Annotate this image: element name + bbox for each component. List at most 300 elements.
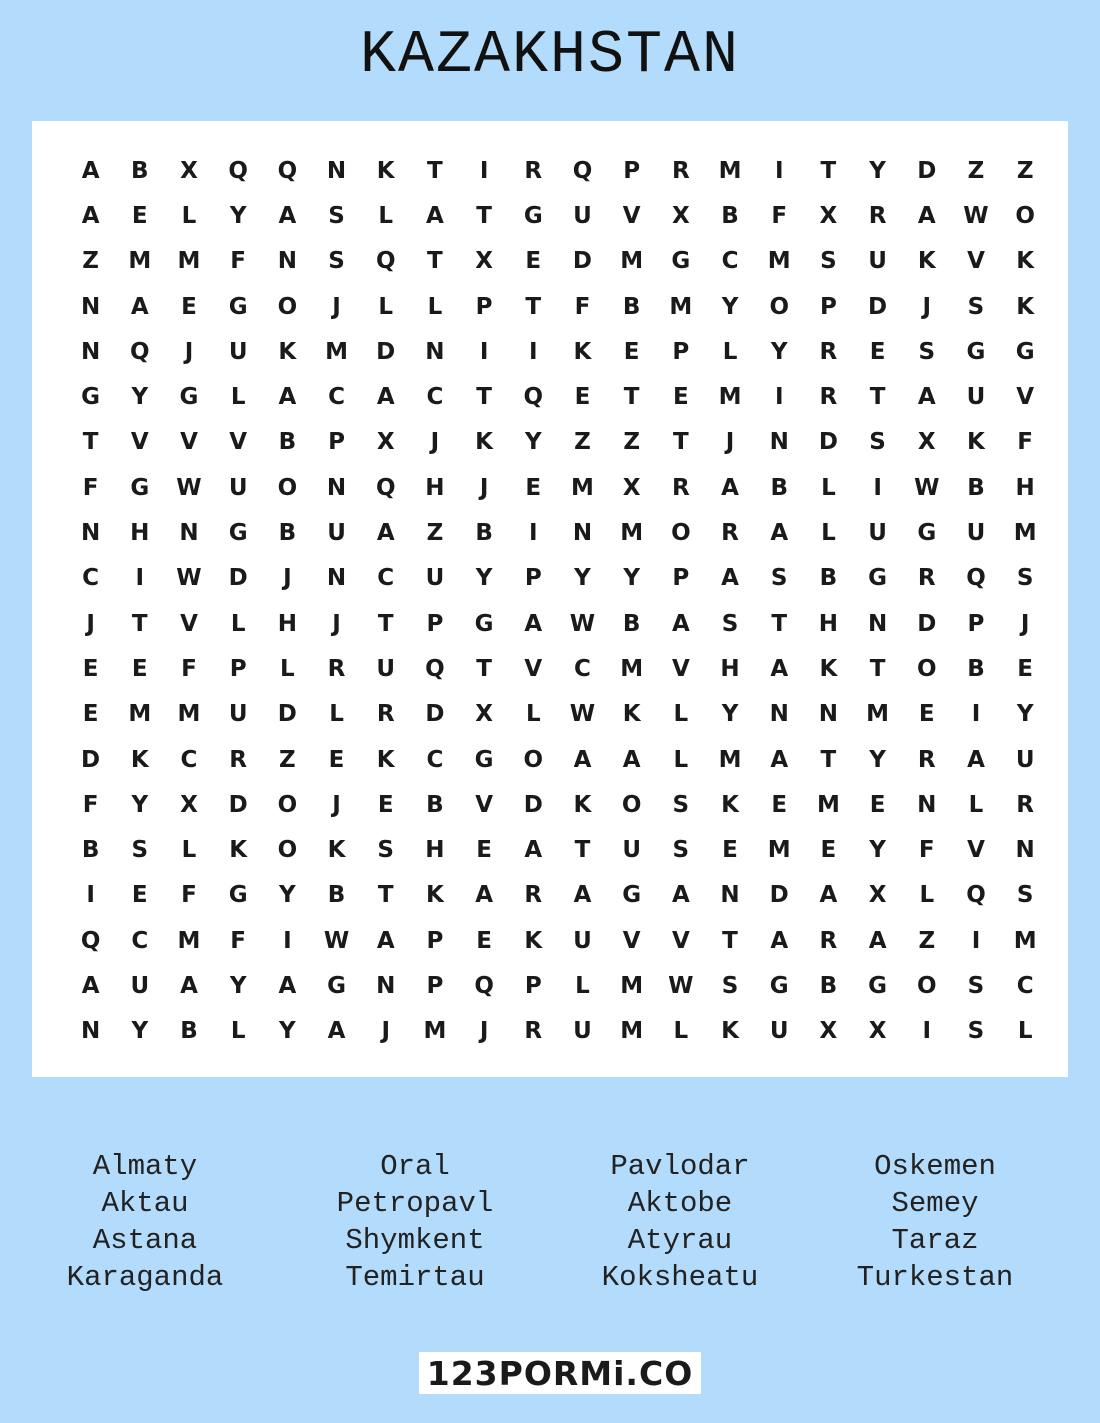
grid-letter[interactable]: I <box>971 701 981 728</box>
grid-letter[interactable]: C <box>131 927 149 954</box>
grid-letter[interactable]: K <box>721 791 739 818</box>
grid-letter[interactable]: N <box>769 701 789 728</box>
grid-letter[interactable]: E <box>918 701 935 728</box>
grid-letter[interactable]: B <box>819 565 838 592</box>
grid-letter[interactable]: K <box>130 746 149 773</box>
grid-letter[interactable]: W <box>176 474 202 501</box>
grid-letter[interactable]: F <box>1017 429 1034 456</box>
grid-letter[interactable]: I <box>283 927 292 954</box>
grid-letter[interactable]: S <box>770 565 788 592</box>
grid-letter[interactable]: A <box>917 384 936 411</box>
grid-letter[interactable]: L <box>525 701 541 728</box>
grid-letter[interactable]: K <box>278 338 297 365</box>
grid-letter[interactable]: M <box>325 338 348 365</box>
grid-letter[interactable]: J <box>922 293 932 320</box>
grid-letter[interactable]: T <box>623 384 640 411</box>
grid-letter[interactable]: E <box>377 791 394 818</box>
grid-letter[interactable]: L <box>968 791 984 818</box>
grid-letter[interactable]: P <box>426 927 444 954</box>
grid-letter[interactable]: S <box>967 1018 985 1045</box>
grid-letter[interactable]: O <box>917 655 937 682</box>
grid-letter[interactable]: Q <box>228 157 248 184</box>
grid-letter[interactable]: B <box>180 1018 198 1045</box>
grid-letter[interactable]: M <box>177 248 201 275</box>
grid-letter[interactable]: K <box>524 927 543 954</box>
grid-letter[interactable]: K <box>573 791 592 818</box>
grid-letter[interactable]: K <box>229 837 248 864</box>
grid-letter[interactable]: P <box>328 429 345 456</box>
grid-letter[interactable]: N <box>80 293 101 320</box>
grid-letter[interactable]: Y <box>131 1018 149 1045</box>
grid-letter[interactable]: A <box>967 746 985 773</box>
grid-letter[interactable]: Y <box>869 746 886 773</box>
grid-letter[interactable]: T <box>427 248 443 275</box>
grid-letter[interactable]: M <box>128 701 152 728</box>
grid-letter[interactable]: O <box>277 791 298 818</box>
grid-letter[interactable]: J <box>86 610 95 637</box>
grid-letter[interactable]: K <box>1016 293 1035 320</box>
grid-letter[interactable]: A <box>573 746 592 773</box>
grid-letter[interactable]: T <box>771 610 788 637</box>
grid-letter[interactable]: D <box>425 701 445 728</box>
grid-letter[interactable]: L <box>575 972 590 999</box>
grid-letter[interactable]: A <box>81 157 100 184</box>
grid-letter[interactable]: M <box>571 474 594 501</box>
grid-letter[interactable]: A <box>376 520 395 547</box>
grid-letter[interactable]: J <box>283 565 292 592</box>
grid-letter[interactable]: L <box>230 1018 246 1045</box>
grid-letter[interactable]: R <box>229 746 248 773</box>
grid-letter[interactable]: B <box>475 520 493 547</box>
grid-letter[interactable]: Q <box>375 248 396 275</box>
grid-letter[interactable]: N <box>769 429 789 456</box>
grid-letter[interactable]: C <box>574 655 591 682</box>
grid-letter[interactable]: M <box>423 1018 447 1045</box>
grid-letter[interactable]: Q <box>425 655 445 682</box>
grid-letter[interactable]: N <box>326 157 347 184</box>
grid-letter[interactable]: U <box>376 655 396 682</box>
grid-letter[interactable]: R <box>819 338 838 365</box>
grid-letter[interactable]: T <box>476 655 492 682</box>
grid-letter[interactable]: D <box>81 746 101 773</box>
grid-letter[interactable]: Y <box>721 701 739 728</box>
grid-letter[interactable]: W <box>176 565 202 592</box>
grid-letter[interactable]: V <box>1016 384 1035 411</box>
grid-letter[interactable]: O <box>277 474 298 501</box>
grid-letter[interactable]: N <box>818 701 839 728</box>
grid-letter[interactable]: M <box>669 293 693 320</box>
grid-letter[interactable]: U <box>130 972 150 999</box>
grid-letter[interactable]: U <box>868 248 887 275</box>
grid-letter[interactable]: A <box>819 882 838 909</box>
grid-letter[interactable]: L <box>378 202 394 229</box>
grid-letter[interactable]: U <box>966 384 986 411</box>
grid-letter[interactable]: A <box>721 474 739 501</box>
grid-letter[interactable]: M <box>816 791 840 818</box>
grid-letter[interactable]: P <box>426 610 444 637</box>
grid-letter[interactable]: A <box>770 746 789 773</box>
grid-letter[interactable]: Z <box>623 429 640 456</box>
grid-letter[interactable]: T <box>131 610 148 637</box>
grid-letter[interactable]: R <box>868 202 887 229</box>
grid-letter[interactable]: M <box>718 157 742 184</box>
grid-letter[interactable]: P <box>426 972 444 999</box>
grid-letter[interactable]: T <box>476 384 492 411</box>
grid-letter[interactable]: D <box>228 791 248 818</box>
grid-letter[interactable]: Q <box>572 157 593 184</box>
grid-letter[interactable]: T <box>820 746 837 773</box>
grid-letter[interactable]: N <box>720 882 740 909</box>
grid-letter[interactable]: S <box>721 972 739 999</box>
grid-letter[interactable]: I <box>529 520 538 547</box>
grid-letter[interactable]: Q <box>966 565 986 592</box>
grid-letter[interactable]: I <box>479 157 489 184</box>
grid-letter[interactable]: T <box>722 927 738 954</box>
grid-letter[interactable]: J <box>725 429 735 456</box>
grid-letter[interactable]: D <box>376 338 396 365</box>
grid-letter[interactable]: Y <box>721 293 739 320</box>
grid-letter[interactable]: E <box>869 791 886 818</box>
grid-letter[interactable]: N <box>80 520 101 547</box>
grid-letter[interactable]: Q <box>277 157 298 184</box>
grid-letter[interactable]: Y <box>475 565 493 592</box>
grid-letter[interactable]: S <box>967 972 985 999</box>
grid-letter[interactable]: G <box>81 384 101 411</box>
grid-letter[interactable]: R <box>524 1018 543 1045</box>
grid-letter[interactable]: L <box>329 701 344 728</box>
grid-letter[interactable]: W <box>914 474 940 501</box>
grid-letter[interactable]: O <box>621 791 642 818</box>
grid-letter[interactable]: S <box>1016 565 1034 592</box>
grid-letter[interactable]: E <box>131 202 148 229</box>
grid-letter[interactable]: S <box>131 837 149 864</box>
grid-letter[interactable]: V <box>180 429 198 456</box>
grid-letter[interactable]: H <box>1015 474 1035 501</box>
grid-letter[interactable]: Z <box>1016 157 1034 184</box>
grid-letter[interactable]: C <box>426 746 444 773</box>
grid-letter[interactable]: Z <box>574 429 591 456</box>
grid-letter[interactable]: V <box>967 248 985 275</box>
grid-letter[interactable]: N <box>917 791 937 818</box>
grid-letter[interactable]: Y <box>131 384 149 411</box>
grid-letter[interactable]: B <box>81 837 100 864</box>
grid-letter[interactable]: G <box>130 474 150 501</box>
grid-letter[interactable]: X <box>819 1018 838 1045</box>
grid-letter[interactable]: E <box>525 248 542 275</box>
grid-letter[interactable]: E <box>82 655 99 682</box>
grid-letter[interactable]: M <box>866 701 890 728</box>
grid-letter[interactable]: S <box>869 429 886 456</box>
grid-letter[interactable]: F <box>574 293 591 320</box>
grid-letter[interactable]: W <box>668 972 694 999</box>
grid-letter[interactable]: R <box>671 474 690 501</box>
grid-letter[interactable]: S <box>721 610 739 637</box>
grid-letter[interactable]: H <box>720 655 740 682</box>
grid-letter[interactable]: R <box>917 746 936 773</box>
grid-letter[interactable]: T <box>869 384 886 411</box>
grid-letter[interactable]: S <box>328 248 345 275</box>
grid-letter[interactable]: M <box>128 248 152 275</box>
grid-letter[interactable]: X <box>180 791 198 818</box>
grid-letter[interactable]: V <box>671 927 690 954</box>
grid-letter[interactable]: X <box>180 157 198 184</box>
grid-letter[interactable]: S <box>967 293 985 320</box>
grid-letter[interactable]: X <box>376 429 395 456</box>
grid-letter[interactable]: F <box>181 882 197 909</box>
grid-letter[interactable]: Y <box>131 791 149 818</box>
grid-letter[interactable]: Y <box>1016 701 1034 728</box>
grid-letter[interactable]: H <box>277 610 297 637</box>
grid-letter[interactable]: N <box>179 520 199 547</box>
grid-letter[interactable]: N <box>80 1018 101 1045</box>
grid-letter[interactable]: K <box>327 837 346 864</box>
grid-letter[interactable]: C <box>377 565 395 592</box>
grid-letter[interactable]: N <box>80 338 101 365</box>
grid-letter[interactable]: E <box>525 474 542 501</box>
grid-letter[interactable]: F <box>230 248 247 275</box>
grid-letter[interactable]: P <box>475 293 493 320</box>
grid-letter[interactable]: H <box>425 837 445 864</box>
grid-letter[interactable]: R <box>524 157 543 184</box>
grid-letter[interactable]: X <box>671 202 690 229</box>
grid-letter[interactable]: B <box>278 429 297 456</box>
grid-letter[interactable]: K <box>622 701 641 728</box>
grid-letter[interactable]: O <box>671 520 691 547</box>
grid-letter[interactable]: A <box>130 293 149 320</box>
grid-letter[interactable]: C <box>82 565 100 592</box>
grid-letter[interactable]: G <box>228 882 248 909</box>
grid-letter[interactable]: J <box>479 474 489 501</box>
grid-letter[interactable]: W <box>569 701 596 728</box>
grid-letter[interactable]: R <box>671 157 690 184</box>
grid-letter[interactable]: L <box>673 701 689 728</box>
grid-letter[interactable]: M <box>1013 927 1037 954</box>
grid-letter[interactable]: A <box>81 202 100 229</box>
grid-letter[interactable]: G <box>917 520 937 547</box>
grid-letter[interactable]: G <box>868 565 888 592</box>
grid-letter[interactable]: Q <box>80 927 101 954</box>
grid-letter[interactable]: V <box>967 837 985 864</box>
grid-letter[interactable]: S <box>918 338 936 365</box>
grid-letter[interactable]: T <box>672 429 689 456</box>
grid-letter[interactable]: L <box>280 655 295 682</box>
grid-letter[interactable]: U <box>228 338 248 365</box>
grid-letter[interactable]: S <box>672 791 690 818</box>
grid-letter[interactable]: A <box>180 972 198 999</box>
grid-letter[interactable]: E <box>82 701 99 728</box>
grid-letter[interactable]: X <box>475 248 493 275</box>
grid-letter[interactable]: A <box>524 837 543 864</box>
grid-letter[interactable]: S <box>672 837 690 864</box>
grid-letter[interactable]: T <box>377 882 394 909</box>
grid-letter[interactable]: V <box>622 202 641 229</box>
grid-letter[interactable]: A <box>524 610 543 637</box>
grid-letter[interactable]: R <box>1016 791 1035 818</box>
grid-letter[interactable]: M <box>718 384 742 411</box>
grid-letter[interactable]: Q <box>966 882 986 909</box>
grid-letter[interactable]: T <box>476 202 492 229</box>
grid-letter[interactable]: O <box>277 837 298 864</box>
grid-letter[interactable]: D <box>277 701 297 728</box>
grid-letter[interactable]: L <box>821 520 836 547</box>
grid-letter[interactable]: G <box>868 972 888 999</box>
grid-letter[interactable]: N <box>376 972 396 999</box>
grid-letter[interactable]: A <box>278 202 297 229</box>
grid-letter[interactable]: I <box>529 338 538 365</box>
grid-letter[interactable]: L <box>230 610 246 637</box>
grid-letter[interactable]: J <box>479 1018 489 1045</box>
grid-letter[interactable]: A <box>278 972 297 999</box>
grid-letter[interactable]: E <box>328 746 345 773</box>
grid-letter[interactable]: G <box>228 520 248 547</box>
grid-letter[interactable]: V <box>180 610 198 637</box>
grid-letter[interactable]: R <box>376 701 395 728</box>
grid-letter[interactable]: O <box>523 746 544 773</box>
grid-letter[interactable]: N <box>425 338 445 365</box>
grid-letter[interactable]: J <box>332 293 341 320</box>
grid-letter[interactable]: G <box>966 338 986 365</box>
grid-letter[interactable]: U <box>228 474 248 501</box>
grid-letter[interactable]: G <box>179 384 199 411</box>
grid-letter[interactable]: L <box>230 384 246 411</box>
grid-letter[interactable]: Y <box>574 565 591 592</box>
grid-letter[interactable]: R <box>819 384 838 411</box>
grid-letter[interactable]: F <box>82 474 99 501</box>
grid-letter[interactable]: I <box>971 927 981 954</box>
grid-letter[interactable]: E <box>1017 655 1034 682</box>
grid-letter[interactable]: I <box>873 474 882 501</box>
grid-letter[interactable]: B <box>131 157 149 184</box>
grid-letter[interactable]: L <box>821 474 836 501</box>
grid-letter[interactable]: I <box>774 384 784 411</box>
grid-letter[interactable]: P <box>524 972 542 999</box>
grid-letter[interactable]: P <box>672 338 690 365</box>
grid-letter[interactable]: K <box>376 746 395 773</box>
grid-letter[interactable]: M <box>767 837 791 864</box>
grid-letter[interactable]: P <box>623 157 641 184</box>
grid-letter[interactable]: L <box>181 837 197 864</box>
grid-letter[interactable]: K <box>475 429 493 456</box>
grid-letter[interactable]: P <box>229 655 247 682</box>
grid-letter[interactable]: A <box>376 384 395 411</box>
grid-letter[interactable]: D <box>523 791 543 818</box>
grid-letter[interactable]: N <box>277 248 297 275</box>
grid-letter[interactable]: R <box>917 565 936 592</box>
grid-letter[interactable]: B <box>967 474 985 501</box>
grid-letter[interactable]: K <box>376 157 395 184</box>
grid-letter[interactable]: L <box>427 293 443 320</box>
grid-letter[interactable]: I <box>479 338 489 365</box>
grid-letter[interactable]: A <box>426 202 444 229</box>
grid-letter[interactable]: C <box>721 248 739 275</box>
grid-letter[interactable]: R <box>721 520 739 547</box>
grid-letter[interactable]: D <box>868 293 888 320</box>
grid-letter[interactable]: S <box>1016 882 1034 909</box>
grid-letter[interactable]: S <box>377 837 394 864</box>
grid-letter[interactable]: A <box>475 882 493 909</box>
grid-letter[interactable]: G <box>622 882 642 909</box>
grid-letter[interactable]: D <box>572 248 593 275</box>
grid-letter[interactable]: I <box>86 882 95 909</box>
grid-letter[interactable]: W <box>323 927 350 954</box>
grid-letter[interactable]: M <box>620 248 644 275</box>
grid-letter[interactable]: B <box>622 293 641 320</box>
grid-letter[interactable]: L <box>1017 1018 1033 1045</box>
grid-letter[interactable]: N <box>867 610 888 637</box>
grid-letter[interactable]: C <box>1016 972 1034 999</box>
grid-letter[interactable]: U <box>425 565 445 592</box>
grid-letter[interactable]: N <box>326 565 347 592</box>
grid-letter[interactable]: K <box>573 338 592 365</box>
grid-letter[interactable]: O <box>277 293 298 320</box>
grid-letter[interactable]: A <box>573 882 592 909</box>
grid-letter[interactable]: M <box>1013 520 1037 547</box>
grid-letter[interactable]: E <box>574 384 591 411</box>
grid-letter[interactable]: R <box>524 882 543 909</box>
grid-letter[interactable]: T <box>525 293 542 320</box>
grid-letter[interactable]: U <box>573 1018 592 1045</box>
grid-letter[interactable]: X <box>622 474 641 501</box>
grid-letter[interactable]: A <box>671 882 690 909</box>
grid-letter[interactable]: E <box>181 293 197 320</box>
grid-letter[interactable]: B <box>770 474 788 501</box>
grid-letter[interactable]: R <box>819 927 838 954</box>
grid-letter[interactable]: M <box>620 655 644 682</box>
grid-letter[interactable]: O <box>769 293 789 320</box>
grid-letter[interactable]: Q <box>375 474 396 501</box>
grid-letter[interactable]: U <box>228 701 248 728</box>
grid-letter[interactable]: Z <box>279 746 296 773</box>
grid-letter[interactable]: D <box>818 429 838 456</box>
grid-letter[interactable]: J <box>1020 610 1030 637</box>
grid-letter[interactable]: M <box>718 746 742 773</box>
grid-letter[interactable]: B <box>721 202 739 229</box>
grid-letter[interactable]: Q <box>523 384 544 411</box>
grid-letter[interactable]: M <box>620 972 644 999</box>
grid-letter[interactable]: V <box>475 791 493 818</box>
grid-letter[interactable]: L <box>919 882 935 909</box>
grid-letter[interactable]: X <box>917 429 936 456</box>
grid-letter[interactable]: Z <box>918 927 936 954</box>
grid-letter[interactable]: M <box>177 927 201 954</box>
grid-letter[interactable]: E <box>820 837 837 864</box>
grid-letter[interactable]: A <box>622 746 641 773</box>
grid-letter[interactable]: P <box>672 565 690 592</box>
grid-letter[interactable]: I <box>922 1018 932 1045</box>
grid-letter[interactable]: T <box>820 157 837 184</box>
grid-letter[interactable]: A <box>278 384 297 411</box>
grid-letter[interactable]: J <box>430 429 440 456</box>
grid-letter[interactable]: F <box>230 927 247 954</box>
grid-letter[interactable]: F <box>771 202 788 229</box>
grid-letter[interactable]: N <box>1015 837 1035 864</box>
grid-letter[interactable]: K <box>425 882 444 909</box>
grid-letter[interactable]: Y <box>869 837 886 864</box>
grid-letter[interactable]: E <box>672 384 689 411</box>
grid-letter[interactable]: U <box>769 1018 789 1045</box>
grid-letter[interactable]: C <box>180 746 198 773</box>
grid-letter[interactable]: P <box>967 610 985 637</box>
grid-letter[interactable]: G <box>769 972 789 999</box>
grid-letter[interactable]: X <box>868 1018 887 1045</box>
grid-letter[interactable]: V <box>622 927 641 954</box>
grid-letter[interactable]: R <box>327 655 346 682</box>
grid-letter[interactable]: Y <box>623 565 640 592</box>
grid-letter[interactable]: V <box>524 655 543 682</box>
grid-letter[interactable]: Y <box>229 972 247 999</box>
grid-letter[interactable]: U <box>868 520 887 547</box>
grid-letter[interactable]: K <box>819 655 838 682</box>
